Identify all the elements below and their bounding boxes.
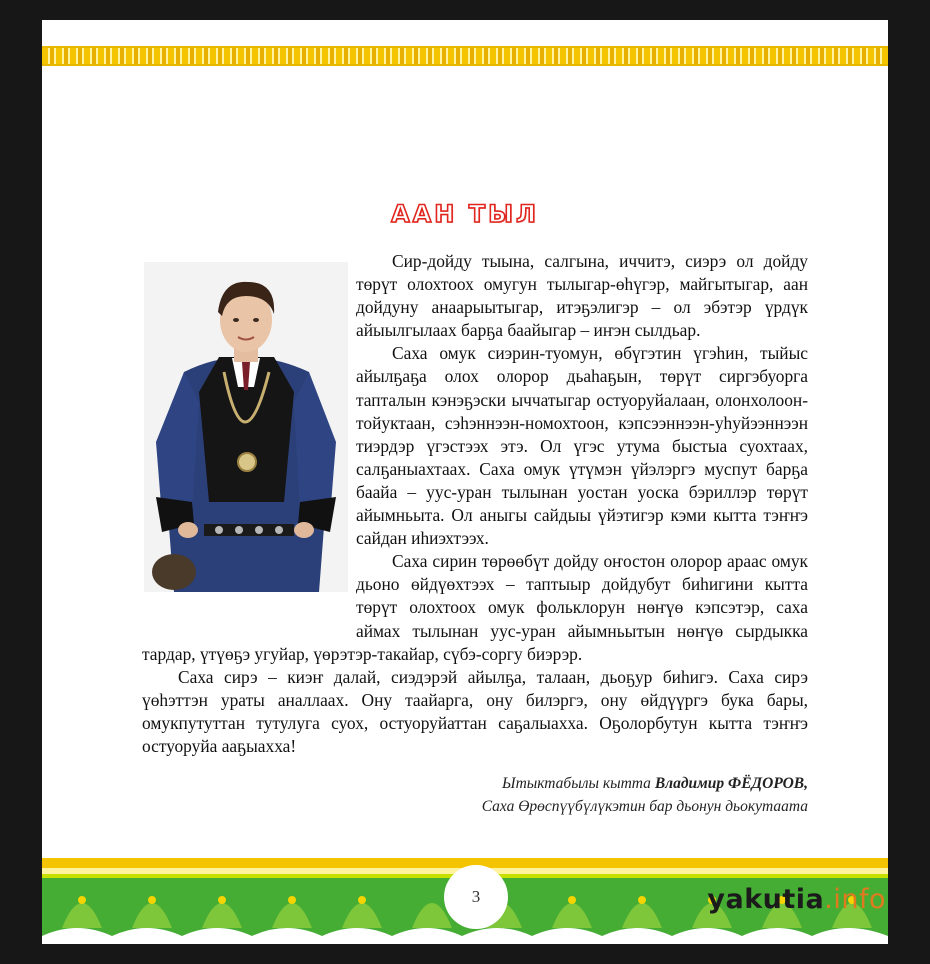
signature-position: Саха Өрөспүүбүлүкэтин бар дьонун дьокутаата [481, 798, 808, 815]
watermark-logo [707, 884, 886, 915]
paragraph-3: Саха сирин төрөөбүт дойду оҥостон олорор араас омук дьоно өйдүөхтээх – таптыыр дойдубут биһигини кытта төрүт олохтоох омук фольклорун нөҥүө кэпсэтэр, саха аймах тылынан уус-уран айымньытын нөҥүө сырдыкка тардар, үтүөҕэ угуйар, үөрэтэр-такайар, сүбэ-соргу биэрэр. [142, 551, 808, 664]
page-title: ААН ТЫЛ [391, 200, 539, 228]
signature-block [482, 772, 808, 818]
article-body [142, 250, 808, 758]
signature-prefix: Ытыктабылы кытта [502, 775, 655, 792]
watermark-name: yakutia [707, 884, 825, 915]
top-ornament-border [42, 46, 888, 66]
paragraph-4: Саха сирэ – киэҥ далай, сиэдэрэй айылҕа, талаан, дьоҕур биһигэ. Саха сирэ үөһэттэн ураты аналлаах. Ону таайарга, ону билэргэ, ону өйдүүргэ бука бары, омукпутуттан тутулуга суох, остуоруйаттан саҕалыахха. Оҕолорбутун кытта тэҥҥэ остуоруйа ааҕыахха! [142, 666, 808, 756]
signature-name: Владимир ФЁДОРОВ, [654, 775, 808, 792]
paragraph-1: Сир-дойду тыына, салгына, иччитэ, сиэрэ ол дойду төрүт олохтоох омугун тылыгар-өһүгэр, майгытыгар, аан дойдуну анаарыытыгар, итэҕэлигэр – ол эбэтэр үрдүк айыылгылаах барҕа баайыгар – иҥэн сылдьар. [356, 251, 808, 341]
book-page [42, 20, 888, 944]
watermark-tld: .info [824, 884, 886, 915]
paragraph-2: Саха омук сиэрин-туомун, өбүгэтин үгэһин, тыйыс айылҕаҕа олох олорор дьаһаҕын, төрүт сиргэбуорга тапталын кэнэҕэски ыччатыгар остуоруйалаан, олонхолоон-тойуктаан, сэһэннээн-номохтоон, кэпсээннээн-уһуйээннээн тиэрдэр үгэстээх этэ. Ол үгэс утума быстыа суохтаах, салҕаныахтаах. Саха омук үтүмэн үйэлэргэ муспут барҕа баайа – уус-уран тылынан уостан уоска бэриллэр төрүт айымньыта. Ол аныгы сайдыы үйэтигэр кэми кытта тэҥҥэ сайдан иһиэхтээх. [356, 343, 808, 549]
page-number: 3 [444, 865, 508, 929]
